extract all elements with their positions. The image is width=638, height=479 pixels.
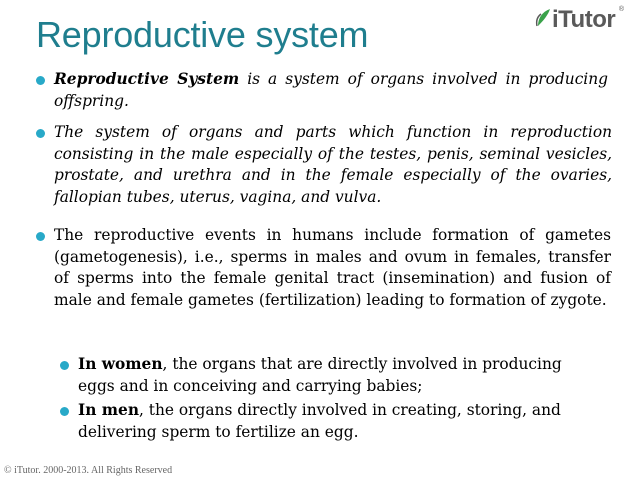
bullet-lead: Reproductive System: [54, 70, 240, 88]
bullet-item: [54, 225, 611, 311]
bullet-item: [54, 122, 612, 208]
sub-bullet-lead: In men: [78, 401, 140, 419]
sub-bullet-item: [78, 354, 598, 397]
copyright-footer: © iTutor. 2000-2013. All Rights Reserved: [4, 465, 173, 476]
itutor-logo: [534, 4, 624, 38]
bullet-text: The reproductive events in humans include formation of gametes (gametogenesis), i.e., sperms in males and ovum in females, transfer of sperms into the female genital tract (insemination) and fusion of male and female gametes (fertilization) leading to formation of zygote.: [54, 226, 611, 309]
bullet-icon: [36, 76, 45, 85]
leaf-icon: [534, 6, 554, 28]
sub-bullet-lead: In women: [78, 355, 163, 373]
bullet-text: is a system of organs involved in producing offspring.: [54, 70, 608, 110]
bullet-icon: [36, 232, 45, 241]
bullet-text: The system of organs and parts which function in reproduction consisting in the male especially of the testes, penis, seminal vesicles, prostate, and urethra and in the female especially of the ovaries, fallopian tubes, uterus, vagina, and vulva.: [54, 123, 612, 206]
sub-bullet-text: , the organs that are directly involved in producing eggs and in conceiving and carrying babies;: [78, 355, 562, 395]
sub-bullet-text: , the organs directly involved in creating, storing, and delivering sperm to fertilize an egg.: [78, 401, 561, 441]
logo-text: iTutor: [552, 6, 616, 33]
sub-bullet-icon: [60, 407, 69, 416]
sub-bullet-item: [78, 400, 613, 443]
bullet-item: [54, 69, 608, 112]
page-title: Reproductive system: [36, 14, 369, 55]
logo-registered-mark: ®: [618, 6, 624, 13]
sub-bullet-icon: [60, 361, 69, 370]
bullet-icon: [36, 129, 45, 138]
